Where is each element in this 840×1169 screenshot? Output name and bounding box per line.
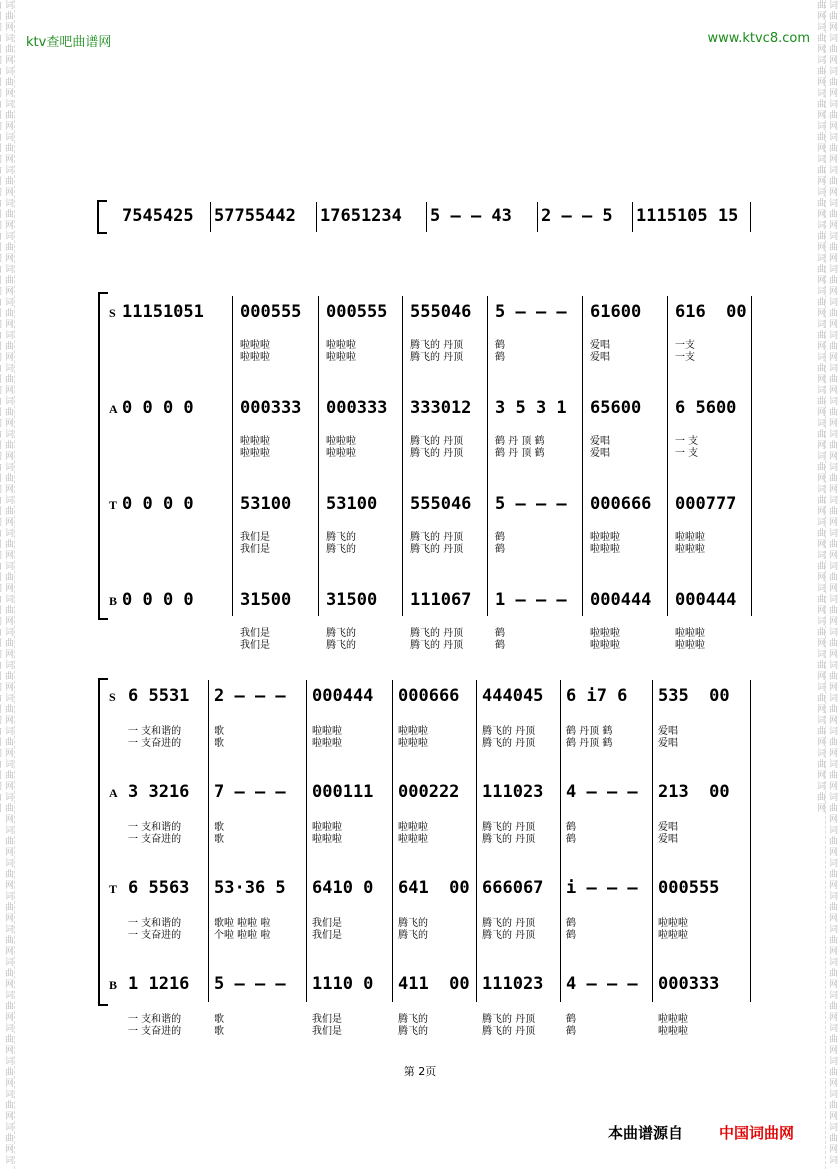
lyric-verse-1: 一支 xyxy=(675,340,695,351)
notes-measure: 555046 xyxy=(410,302,472,322)
lyric-verse-2: 啦啦啦 xyxy=(590,544,620,555)
header-right-url[interactable]: www.ktvc8.com xyxy=(707,31,810,46)
notes-measure: 6 5563 xyxy=(128,878,190,898)
lyric-verse-1: 一 支和谐的 xyxy=(128,918,182,929)
notes-measure: 555046 xyxy=(410,494,472,514)
intro-barline xyxy=(632,202,633,232)
part-label-T: T xyxy=(109,882,118,896)
lyric-verse-2: 腾飞的 丹顶 xyxy=(482,930,536,941)
lyric-verse-2: 腾飞的 丹顶 xyxy=(410,544,464,555)
intro-measure: 1115105 15 xyxy=(636,206,739,226)
notes-measure: 000333 xyxy=(240,398,302,418)
part-label-B: B xyxy=(109,594,118,608)
notes-measure: 4 — — — xyxy=(566,782,638,802)
notes-measure: 000444 xyxy=(675,590,737,610)
lyric-verse-1: 啦啦啦 xyxy=(590,628,620,639)
system2-barline xyxy=(306,680,307,1002)
part-label-S: S xyxy=(109,690,116,704)
lyric-verse-1: 爱唱 xyxy=(590,436,610,447)
notes-measure: 000333 xyxy=(326,398,388,418)
lyric-verse-1: 啦啦啦 xyxy=(326,436,356,447)
system1-barline xyxy=(487,296,488,616)
notes-measure: 000333 xyxy=(658,974,720,994)
part-first-measure: 0 0 0 0 xyxy=(122,494,194,514)
lyric-verse-1: 腾飞的 xyxy=(326,532,356,543)
notes-measure: 000222 xyxy=(398,782,460,802)
watermark-strip-left: 词曲网词曲网词曲网词曲网词曲网词曲网词曲网词曲网词曲网词曲网词曲网词曲网词曲网词曲网词曲网词曲网词曲网词曲网词曲网词曲网词曲网词曲网词曲网词曲网词曲网词曲网词曲网词曲网词曲网词曲网词曲网词曲网词曲网词曲网词曲网词 xyxy=(2,0,15,1169)
lyric-verse-1: 腾飞的 xyxy=(326,628,356,639)
notes-measure: 6410 0 xyxy=(312,878,374,898)
notes-measure: 666067 xyxy=(482,878,544,898)
notes-measure: 53100 xyxy=(240,494,292,514)
page-number: 第 2页 xyxy=(403,1065,437,1078)
lyric-verse-2: 鹤 丹顶 鹤 xyxy=(566,738,613,749)
lyric-verse-1: 啦啦啦 xyxy=(658,918,688,929)
lyric-verse-2: 啦啦啦 xyxy=(398,738,428,749)
system1-bracket xyxy=(98,292,108,620)
lyric-verse-2: 一 支奋进的 xyxy=(128,930,182,941)
notes-measure: 000666 xyxy=(398,686,460,706)
lyric-verse-1: 鹤 xyxy=(495,532,505,543)
lyric-verse-2: 啦啦啦 xyxy=(590,640,620,651)
lyric-verse-1: 啦啦啦 xyxy=(675,532,705,543)
system2-barline xyxy=(392,680,393,1002)
lyric-verse-1: 一 支和谐的 xyxy=(128,1014,182,1025)
lyric-verse-1: 啦啦啦 xyxy=(240,436,270,447)
lyric-verse-2: 歌 xyxy=(214,834,224,845)
notes-measure: 111023 xyxy=(482,782,544,802)
lyric-verse-1: 歌 xyxy=(214,726,224,737)
lyric-verse-1: 鹤 xyxy=(566,822,576,833)
lyric-verse-2: 啦啦啦 xyxy=(326,352,356,363)
lyric-verse-2: 爱唱 xyxy=(590,352,610,363)
system2-barline xyxy=(208,680,209,1002)
lyric-verse-1: 鹤 丹顶 鹤 xyxy=(566,726,613,737)
notes-measure: 333012 xyxy=(410,398,472,418)
lyric-verse-2: 腾飞的 xyxy=(326,640,356,651)
lyric-verse-1: 腾飞的 丹顶 xyxy=(410,628,464,639)
lyric-verse-2: 腾飞的 丹顶 xyxy=(482,834,536,845)
notes-measure: 000111 xyxy=(312,782,374,802)
lyric-verse-2: 啦啦啦 xyxy=(326,448,356,459)
lyric-verse-1: 啦啦啦 xyxy=(240,340,270,351)
lyric-verse-2: 啦啦啦 xyxy=(240,448,270,459)
lyric-verse-1: 啦啦啦 xyxy=(398,822,428,833)
part-label-T: T xyxy=(109,498,118,512)
notes-measure: 6 5600 xyxy=(675,398,737,418)
lyric-verse-2: 个啦 啦啦 啦 xyxy=(214,930,271,941)
intro-measure: 5 — — 43 xyxy=(430,206,512,226)
notes-measure: 000555 xyxy=(240,302,302,322)
intro-bracket xyxy=(97,200,107,234)
lyric-verse-2: 腾飞的 丹顶 xyxy=(410,352,464,363)
lyric-verse-1: 腾飞的 丹顶 xyxy=(482,1014,536,1025)
intro-measure: 57755442 xyxy=(214,206,296,226)
notes-measure: 111067 xyxy=(410,590,472,610)
lyric-verse-2: 腾飞的 丹顶 xyxy=(410,448,464,459)
lyric-verse-1: 鹤 xyxy=(495,628,505,639)
system1-barline xyxy=(232,296,233,616)
lyric-verse-2: 鹤 丹 顶 鹤 xyxy=(495,448,545,459)
notes-measure: 3 5 3 1 xyxy=(495,398,567,418)
intro-barline xyxy=(426,202,427,232)
lyric-verse-1: 爱唱 xyxy=(590,340,610,351)
system1-barline xyxy=(318,296,319,616)
system2-bracket xyxy=(98,678,108,1006)
part-first-measure: 0 0 0 0 xyxy=(122,398,194,418)
lyric-verse-1: 腾飞的 xyxy=(398,918,428,929)
notes-measure: 1110 0 xyxy=(312,974,374,994)
system1-barline xyxy=(751,296,752,616)
lyric-verse-2: 我们是 xyxy=(312,930,342,941)
intro-measure: 17651234 xyxy=(320,206,402,226)
lyric-verse-1: 腾飞的 丹顶 xyxy=(410,532,464,543)
notes-measure: 4 — — — xyxy=(566,974,638,994)
notes-measure: 53·36 5 xyxy=(214,878,286,898)
lyric-verse-2: 啦啦啦 xyxy=(312,834,342,845)
system1-barline xyxy=(582,296,583,616)
notes-measure: 000555 xyxy=(326,302,388,322)
intro-barline xyxy=(210,202,211,232)
lyric-verse-2: 一支 xyxy=(675,352,695,363)
lyric-verse-2: 啦啦啦 xyxy=(398,834,428,845)
notes-measure: 000444 xyxy=(590,590,652,610)
notes-measure: 5 — — — xyxy=(495,302,567,322)
system1-barline xyxy=(402,296,403,616)
intro-barline xyxy=(537,202,538,232)
lyric-verse-2: 歌 xyxy=(214,738,224,749)
lyric-verse-2: 鹤 xyxy=(566,834,576,845)
lyric-verse-2: 我们是 xyxy=(240,640,270,651)
notes-measure: 31500 xyxy=(240,590,292,610)
system2-barline xyxy=(476,680,477,1002)
lyric-verse-2: 爱唱 xyxy=(658,834,678,845)
part-label-A: A xyxy=(109,786,118,800)
notes-measure: 53100 xyxy=(326,494,378,514)
lyric-verse-2: 一 支奋进的 xyxy=(128,738,182,749)
system2-barline xyxy=(750,680,751,1002)
lyric-verse-2: 腾飞的 丹顶 xyxy=(410,640,464,651)
footer-source-label: 本曲谱源自 xyxy=(608,1124,684,1142)
lyric-verse-2: 腾飞的 丹顶 xyxy=(482,738,536,749)
lyric-verse-1: 啦啦啦 xyxy=(398,726,428,737)
lyric-verse-1: 歌 xyxy=(214,1014,224,1025)
lyric-verse-2: 鹤 xyxy=(495,544,505,555)
lyric-verse-2: 鹤 xyxy=(495,640,505,651)
lyric-verse-2: 啦啦啦 xyxy=(658,930,688,941)
notes-measure: 5 — — — xyxy=(495,494,567,514)
lyric-verse-1: 啦啦啦 xyxy=(590,532,620,543)
lyric-verse-1: 啦啦啦 xyxy=(675,628,705,639)
system2-barline xyxy=(560,680,561,1002)
lyric-verse-1: 腾飞的 丹顶 xyxy=(482,822,536,833)
notes-measure: i — — — xyxy=(566,878,638,898)
lyric-verse-2: 鹤 xyxy=(566,930,576,941)
intro-barline xyxy=(750,202,751,232)
part-first-measure: 11151051 xyxy=(122,302,204,322)
notes-measure: 000555 xyxy=(658,878,720,898)
lyric-verse-1: 鹤 丹 顶 鹤 xyxy=(495,436,545,447)
lyric-verse-1: 腾飞的 丹顶 xyxy=(482,726,536,737)
notes-measure: 7 — — — xyxy=(214,782,286,802)
watermark-strip-right: 词曲网词曲网词曲网词曲网词曲网词曲网词曲网词曲网词曲网词曲网词曲网词曲网词曲网词曲网词曲网词曲网词曲网词曲网词曲网词曲网词曲网词曲网词曲网词曲网词曲网词曲网词曲网词曲网词曲网词曲网词曲网词曲网词曲网词曲网词曲网词曲网词曲网词曲网词曲网词曲网词曲网词曲网词曲网词曲网词曲网词曲网词曲网词曲网词曲网词曲网词曲网词曲网词曲网词曲网词曲网词曲网词曲网词曲网词曲网词曲网 xyxy=(825,0,838,1169)
lyric-verse-2: 我们是 xyxy=(240,544,270,555)
lyric-verse-1: 歌啦 啦啦 啦 xyxy=(214,918,271,929)
lyric-verse-1: 啦啦啦 xyxy=(658,1014,688,1025)
lyric-verse-1: 我们是 xyxy=(240,532,270,543)
intro-barline xyxy=(316,202,317,232)
lyric-verse-1: 歌 xyxy=(214,822,224,833)
lyric-verse-1: 我们是 xyxy=(240,628,270,639)
lyric-verse-1: 爱唱 xyxy=(658,726,678,737)
lyric-verse-1: 啦啦啦 xyxy=(326,340,356,351)
notes-measure: 1 — — — xyxy=(495,590,567,610)
part-label-B: B xyxy=(109,978,118,992)
lyric-verse-2: 腾飞的 xyxy=(398,930,428,941)
notes-measure: 000777 xyxy=(675,494,737,514)
notes-measure: 213 00 xyxy=(658,782,730,802)
notes-measure: 3 3216 xyxy=(128,782,190,802)
lyric-verse-1: 我们是 xyxy=(312,918,342,929)
lyric-verse-2: 一 支 xyxy=(675,448,699,459)
lyric-verse-1: 我们是 xyxy=(312,1014,342,1025)
notes-measure: 2 — — — xyxy=(214,686,286,706)
notes-measure: 65600 xyxy=(590,398,642,418)
lyric-verse-2: 啦啦啦 xyxy=(675,544,705,555)
lyric-verse-2: 腾飞的 xyxy=(398,1026,428,1037)
lyric-verse-1: 鹤 xyxy=(566,918,576,929)
lyric-verse-2: 一 支奋进的 xyxy=(128,834,182,845)
lyric-verse-1: 一 支和谐的 xyxy=(128,726,182,737)
notes-measure: 444045 xyxy=(482,686,544,706)
header-left-site[interactable]: ktv查吧曲谱网 xyxy=(26,35,112,50)
notes-measure: 31500 xyxy=(326,590,378,610)
lyric-verse-2: 啦啦啦 xyxy=(658,1026,688,1037)
lyric-verse-2: 我们是 xyxy=(312,1026,342,1037)
part-first-measure: 0 0 0 0 xyxy=(122,590,194,610)
notes-measure: 535 00 xyxy=(658,686,730,706)
notes-measure: 616 00 xyxy=(675,302,747,322)
lyric-verse-2: 腾飞的 丹顶 xyxy=(482,1026,536,1037)
lyric-verse-1: 啦啦啦 xyxy=(312,726,342,737)
notes-measure: 641 00 xyxy=(398,878,470,898)
lyric-verse-2: 一 支奋进的 xyxy=(128,1026,182,1037)
lyric-verse-1: 一 支 xyxy=(675,436,699,447)
lyric-verse-1: 腾飞的 丹顶 xyxy=(482,918,536,929)
system1-barline xyxy=(667,296,668,616)
notes-measure: 1 1216 xyxy=(128,974,190,994)
lyric-verse-1: 一 支和谐的 xyxy=(128,822,182,833)
part-label-S: S xyxy=(109,306,116,320)
notes-measure: 111023 xyxy=(482,974,544,994)
lyric-verse-1: 腾飞的 xyxy=(398,1014,428,1025)
intro-measure: 2 — — 5 xyxy=(541,206,613,226)
lyric-verse-1: 鹤 xyxy=(495,340,505,351)
lyric-verse-2: 啦啦啦 xyxy=(675,640,705,651)
notes-measure: 5 — — — xyxy=(214,974,286,994)
notes-measure: 6 5531 xyxy=(128,686,190,706)
notes-measure: 000444 xyxy=(312,686,374,706)
lyric-verse-2: 歌 xyxy=(214,1026,224,1037)
notes-measure: 411 00 xyxy=(398,974,470,994)
part-label-A: A xyxy=(109,402,118,416)
lyric-verse-2: 鹤 xyxy=(495,352,505,363)
lyric-verse-1: 啦啦啦 xyxy=(312,822,342,833)
intro-measure: 7545425 xyxy=(122,206,194,226)
lyric-verse-1: 鹤 xyxy=(566,1014,576,1025)
lyric-verse-2: 爱唱 xyxy=(590,448,610,459)
notes-measure: 000666 xyxy=(590,494,652,514)
lyric-verse-1: 腾飞的 丹顶 xyxy=(410,436,464,447)
lyric-verse-2: 啦啦啦 xyxy=(240,352,270,363)
notes-measure: 61600 xyxy=(590,302,642,322)
footer-site-link[interactable]: 中国词曲网 xyxy=(719,1124,795,1142)
notes-measure: 6 i7 6 xyxy=(566,686,628,706)
lyric-verse-1: 爱唱 xyxy=(658,822,678,833)
lyric-verse-2: 腾飞的 xyxy=(326,544,356,555)
lyric-verse-1: 腾飞的 丹顶 xyxy=(410,340,464,351)
system2-barline xyxy=(652,680,653,1002)
lyric-verse-2: 鹤 xyxy=(566,1026,576,1037)
lyric-verse-2: 爱唱 xyxy=(658,738,678,749)
lyric-verse-2: 啦啦啦 xyxy=(312,738,342,749)
